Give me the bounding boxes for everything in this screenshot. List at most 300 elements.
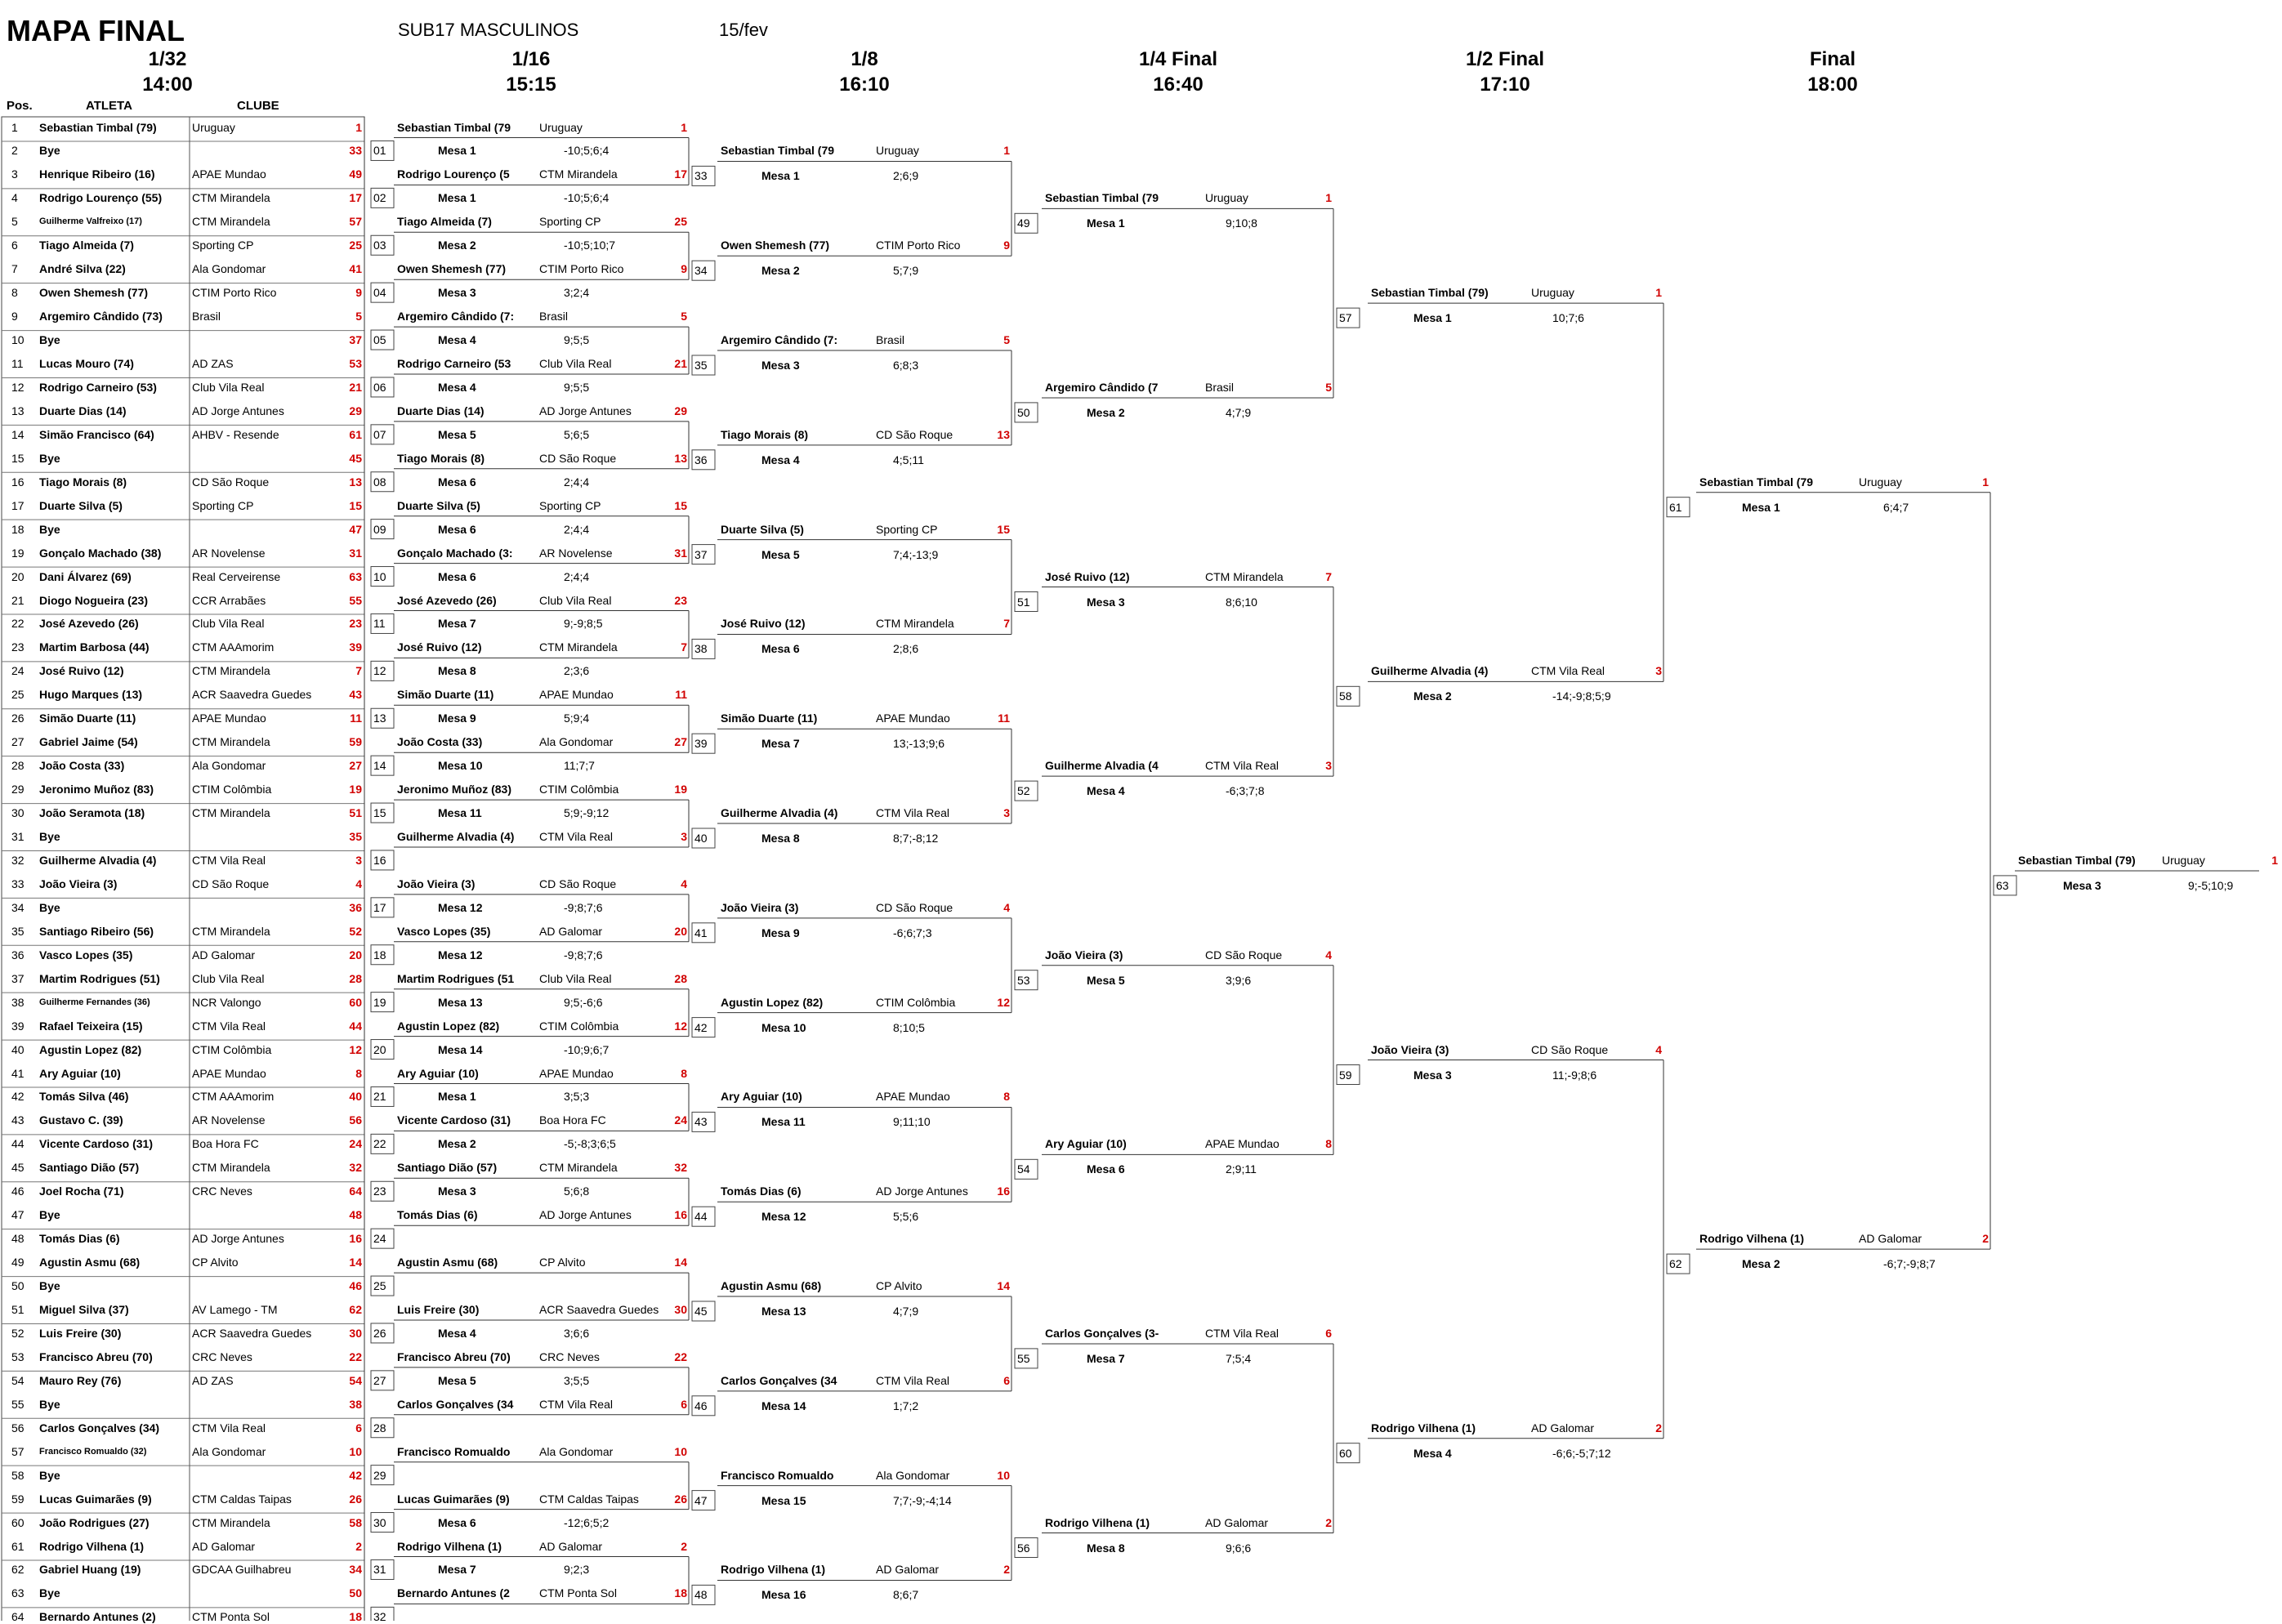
- match-winner-club: AD Jorge Antunes: [539, 1208, 632, 1222]
- match-number: 35: [694, 359, 708, 372]
- match-table: Mesa 6: [761, 642, 800, 656]
- player-name: Gabriel Huang (19): [39, 1563, 141, 1577]
- match-winner-club: Sporting CP: [539, 215, 601, 229]
- match-winner-club: Brasil: [1205, 380, 1235, 394]
- player-club: CTM Mirandela: [192, 664, 270, 678]
- match-winner-club: CTM Mirandela: [539, 1161, 618, 1175]
- match-table: Mesa 4: [1087, 784, 1125, 798]
- match-number: 49: [1017, 216, 1030, 230]
- match-winner-club: CTIM Colômbia: [539, 783, 619, 796]
- match-winner-name: Martim Rodrigues (51: [397, 971, 515, 985]
- player-seed: 29: [349, 404, 362, 417]
- player-pos: 33: [11, 877, 25, 890]
- match-table: Mesa 9: [761, 926, 800, 939]
- player-pos: 51: [11, 1303, 25, 1316]
- match-score: 5;9;-9;12: [564, 806, 610, 820]
- player-club: APAE Mundao: [192, 167, 266, 181]
- match-score: 9;5;-6;6: [564, 995, 603, 1009]
- match-score: 4;7;9: [1226, 405, 1252, 419]
- match-winner-seed: 5: [681, 310, 687, 323]
- match-number: 41: [694, 926, 708, 939]
- match-winner-club: AD Galomar: [1205, 1515, 1269, 1529]
- player-pos: 44: [11, 1137, 25, 1151]
- match-table: Mesa 11: [761, 1115, 806, 1129]
- date-label: 15/fev: [719, 20, 768, 40]
- player-club: CD São Roque: [192, 877, 270, 890]
- player-club: ACR Saavedra Guedes: [192, 1326, 312, 1340]
- match-winner-seed: 4: [1325, 948, 1332, 961]
- player-pos: 9: [11, 310, 18, 323]
- match-winner-seed: 29: [674, 404, 687, 417]
- player-club: APAE Mundao: [192, 1066, 266, 1080]
- player-seed: 22: [349, 1350, 362, 1363]
- match-winner-name: Agustin Lopez (82): [397, 1019, 500, 1033]
- player-pos: 4: [11, 191, 18, 205]
- player-seed: 21: [349, 380, 362, 394]
- player-seed: 15: [349, 498, 362, 512]
- match-winner-club: Club Vila Real: [539, 357, 612, 370]
- match-score: -6;6;7;3: [893, 926, 932, 939]
- match-number: 40: [694, 832, 708, 845]
- match-winner-club: CTM Mirandela: [539, 640, 618, 654]
- player-pos: 42: [11, 1090, 25, 1104]
- match-winner-club: Club Vila Real: [539, 593, 612, 607]
- player-pos: 30: [11, 806, 25, 820]
- player-seed: 64: [349, 1185, 362, 1198]
- match-table: Mesa 2: [1087, 405, 1125, 419]
- player-pos: 56: [11, 1421, 25, 1434]
- player-name: Guilherme Fernandes (36): [39, 997, 150, 1007]
- player-club: CTM AAAmorim: [192, 1090, 275, 1104]
- match-winner-seed: 32: [674, 1161, 687, 1175]
- match-winner-club: Ala Gondomar: [539, 735, 614, 749]
- match-table: Mesa 5: [438, 1373, 476, 1387]
- player-pos: 5: [11, 215, 18, 229]
- round-time: 18:00: [1807, 74, 1858, 96]
- match-table: Mesa 8: [1087, 1541, 1125, 1555]
- player-name: Sebastian Timbal (79): [39, 120, 157, 134]
- match-number: 01: [373, 144, 386, 158]
- player-seed: 60: [349, 995, 362, 1009]
- match-winner-seed: 6: [1003, 1373, 1010, 1387]
- player-name: José Azevedo (26): [39, 617, 139, 631]
- match-number: 19: [373, 995, 386, 1009]
- player-club: Club Vila Real: [192, 380, 265, 394]
- match-score: 9;-5;10;9: [2188, 878, 2234, 892]
- match-winner-club: Sporting CP: [539, 498, 601, 512]
- match-winner-seed: 24: [674, 1113, 687, 1127]
- player-club: Club Vila Real: [192, 617, 265, 631]
- match-number: 04: [373, 286, 386, 300]
- player-seed: 4: [355, 877, 362, 890]
- match-winner-club: Brasil: [539, 310, 569, 323]
- match-winner-seed: 3: [1003, 806, 1010, 820]
- match-score: -10;5;10;7: [564, 239, 616, 252]
- round-name: 1/2 Final: [1465, 48, 1545, 70]
- match-number: 55: [1017, 1351, 1030, 1365]
- match-winner-name: Argemiro Cândido (7: [1045, 380, 1159, 394]
- match-winner-seed: 27: [674, 735, 687, 749]
- player-club: AV Lamego - TM: [192, 1303, 278, 1316]
- player-name: Rafael Teixeira (15): [39, 1019, 143, 1033]
- match-winner-seed: 10: [674, 1444, 687, 1458]
- match-winner-name: João Vieira (3): [397, 877, 476, 890]
- player-name: Rodrigo Carneiro (53): [39, 380, 157, 394]
- match-winner-club: CTM Vila Real: [539, 1397, 613, 1411]
- match-winner-name: Argemiro Cândido (7:: [721, 333, 838, 347]
- match-winner-name: Duarte Silva (5): [397, 498, 480, 512]
- player-name: Simão Duarte (11): [39, 712, 136, 725]
- match-winner-seed: 23: [674, 593, 687, 607]
- player-seed: 42: [349, 1468, 362, 1482]
- match-table: Mesa 2: [1742, 1257, 1780, 1271]
- player-pos: 26: [11, 712, 25, 725]
- match-winner-name: Tomás Dias (6): [721, 1185, 802, 1198]
- match-number: 08: [373, 475, 386, 489]
- player-club: AD ZAS: [192, 1373, 234, 1387]
- player-name: Francisco Abreu (70): [39, 1350, 153, 1363]
- player-name: Bye: [39, 451, 60, 465]
- match-winner-name: Santiago Dião (57): [397, 1161, 498, 1175]
- match-winner-club: APAE Mundao: [876, 1090, 950, 1104]
- player-pos: 29: [11, 783, 25, 796]
- match-winner-club: CD São Roque: [1205, 948, 1283, 961]
- match-winner-club: Ala Gondomar: [876, 1468, 950, 1482]
- match-winner-name: Gonçalo Machado (3:: [397, 546, 513, 560]
- match-table: Mesa 1: [438, 1090, 476, 1104]
- player-name: Rodrigo Vilhena (1): [39, 1539, 145, 1553]
- player-name: Bye: [39, 1397, 60, 1411]
- col-club-header: CLUBE: [237, 99, 279, 113]
- player-seed: 24: [349, 1137, 362, 1151]
- match-winner-seed: 28: [674, 971, 687, 985]
- match-winner-seed: 16: [674, 1208, 687, 1222]
- match-number: 37: [694, 547, 708, 561]
- round-name: 1/8: [851, 48, 878, 70]
- match-winner-name: Francisco Romualdo: [397, 1444, 511, 1458]
- match-winner-name: João Vieira (3): [721, 900, 799, 914]
- player-club: CTM Vila Real: [192, 853, 266, 867]
- player-club: AR Novelense: [192, 546, 266, 560]
- player-club: CTM Mirandela: [192, 215, 270, 229]
- match-number: 14: [373, 759, 386, 773]
- player-seed: 62: [349, 1303, 362, 1316]
- player-club: CCR Arrabães: [192, 593, 266, 607]
- match-table: Mesa 3: [438, 1185, 476, 1198]
- match-number: 32: [373, 1610, 386, 1624]
- match-table: Mesa 1: [1413, 311, 1452, 325]
- match-score: -6;3;7;8: [1226, 784, 1265, 798]
- match-score: 5;7;9: [893, 264, 919, 278]
- match-number: 03: [373, 239, 386, 252]
- match-number: 48: [694, 1588, 708, 1602]
- match-table: Mesa 13: [761, 1305, 806, 1318]
- match-number: 22: [373, 1137, 386, 1151]
- match-number: 54: [1017, 1162, 1030, 1176]
- match-winner-club: Uruguay: [1205, 191, 1248, 205]
- match-number: 11: [373, 617, 386, 631]
- player-seed: 37: [349, 333, 362, 347]
- match-winner-seed: 6: [1325, 1326, 1332, 1340]
- match-winner-club: AD Galomar: [539, 1539, 603, 1553]
- match-winner-club: Uruguay: [1859, 475, 1902, 489]
- match-winner-name: José Ruivo (12): [721, 617, 806, 631]
- player-name: Vasco Lopes (35): [39, 948, 133, 961]
- player-pos: 25: [11, 688, 25, 702]
- match-table: Mesa 9: [438, 712, 476, 725]
- match-winner-name: Sebastian Timbal (79: [1045, 191, 1159, 205]
- match-table: Mesa 6: [438, 522, 476, 536]
- match-score: 2;8;6: [893, 642, 919, 656]
- player-club: Uruguay: [192, 120, 235, 134]
- player-seed: 34: [349, 1563, 362, 1577]
- player-pos: 55: [11, 1397, 25, 1411]
- match-winner-name: Rodrigo Vilhena (1): [721, 1563, 826, 1577]
- match-number: 63: [1996, 878, 2009, 892]
- player-pos: 47: [11, 1208, 25, 1222]
- match-number: 06: [373, 380, 386, 394]
- match-score: -12;6;5;2: [564, 1515, 610, 1529]
- match-winner-seed: 2: [1655, 1421, 1662, 1434]
- match-winner-name: Argemiro Cândido (7:: [397, 310, 515, 323]
- match-winner-seed: 5: [1325, 380, 1332, 394]
- player-name: Tomás Dias (6): [39, 1232, 120, 1246]
- player-pos: 22: [11, 617, 25, 631]
- match-score: 8;10;5: [893, 1020, 925, 1034]
- match-score: 5;6;5: [564, 427, 590, 441]
- match-winner-club: CTM Caldas Taipas: [539, 1492, 639, 1506]
- match-winner-name: Rodrigo Vilhena (1): [1699, 1232, 1805, 1246]
- player-club: Brasil: [192, 310, 221, 323]
- match-winner-name: Carlos Gonçalves (3-: [1045, 1326, 1159, 1340]
- match-winner-seed: 12: [997, 995, 1010, 1009]
- player-name: Martim Rodrigues (51): [39, 971, 160, 985]
- player-club: AHBV - Resende: [192, 427, 279, 441]
- match-winner-name: João Vieira (3): [1045, 948, 1123, 961]
- player-seed: 35: [349, 830, 362, 843]
- match-winner-name: Simão Duarte (11): [397, 688, 494, 702]
- match-winner-seed: 7: [681, 640, 687, 654]
- player-pos: 49: [11, 1256, 25, 1269]
- player-club: Ala Gondomar: [192, 759, 266, 773]
- match-winner-club: CD São Roque: [1531, 1042, 1609, 1056]
- player-pos: 17: [11, 498, 25, 512]
- round-name: 1/16: [511, 48, 551, 70]
- player-pos: 28: [11, 759, 25, 773]
- match-winner-club: CRC Neves: [539, 1350, 600, 1363]
- match-winner-seed: 22: [674, 1350, 687, 1363]
- player-name: Dani Álvarez (69): [39, 569, 132, 583]
- match-number: 34: [694, 264, 708, 278]
- player-pos: 40: [11, 1042, 25, 1056]
- match-table: Mesa 6: [438, 1515, 476, 1529]
- player-name: Argemiro Cândido (73): [39, 310, 163, 323]
- match-number: 30: [373, 1515, 386, 1529]
- player-name: João Vieira (3): [39, 877, 118, 890]
- match-winner-seed: 1: [681, 120, 687, 134]
- match-score: 9;11;10: [893, 1115, 931, 1129]
- match-winner-name: Ary Aguiar (10): [721, 1090, 802, 1104]
- match-number: 13: [373, 712, 386, 725]
- player-pos: 1: [11, 120, 18, 134]
- match-table: Mesa 7: [438, 1563, 476, 1577]
- match-table: Mesa 5: [761, 547, 800, 561]
- match-score: 11;-9;8;6: [1552, 1068, 1597, 1082]
- match-winner-name: Rodrigo Vilhena (1): [1045, 1515, 1150, 1529]
- match-score: 3;5;3: [564, 1090, 590, 1104]
- match-winner-seed: 1: [1325, 191, 1332, 205]
- player-seed: 18: [349, 1610, 362, 1624]
- player-pos: 20: [11, 569, 25, 583]
- match-winner-club: CD São Roque: [539, 451, 617, 465]
- match-number: 61: [1669, 500, 1682, 514]
- match-number: 51: [1017, 595, 1030, 609]
- player-pos: 8: [11, 286, 18, 300]
- match-score: 5;6;8: [564, 1185, 590, 1198]
- player-name: Bye: [39, 900, 60, 914]
- match-winner-name: Owen Shemesh (77): [397, 262, 507, 276]
- player-seed: 25: [349, 239, 362, 252]
- player-pos: 23: [11, 640, 25, 654]
- match-winner-seed: 8: [1325, 1137, 1332, 1151]
- player-seed: 8: [355, 1066, 362, 1080]
- player-seed: 39: [349, 640, 362, 654]
- match-number: 36: [694, 453, 708, 466]
- player-pos: 14: [11, 427, 25, 441]
- player-club: AR Novelense: [192, 1113, 266, 1127]
- player-name: Diogo Nogueira (23): [39, 593, 149, 607]
- match-score: -10;9;6;7: [564, 1042, 610, 1056]
- match-table: Mesa 5: [1087, 973, 1125, 987]
- match-score: 4;5;11: [893, 453, 924, 466]
- match-table: Mesa 3: [761, 359, 800, 372]
- match-winner-club: CTIM Porto Rico: [539, 262, 624, 276]
- round-time: 14:00: [142, 74, 193, 96]
- match-winner-seed: 1: [1982, 475, 1989, 489]
- player-seed: 12: [349, 1042, 362, 1056]
- match-winner-seed: 2: [1982, 1232, 1989, 1246]
- round-time: 16:10: [839, 74, 890, 96]
- match-winner-seed: 12: [674, 1019, 687, 1033]
- match-score: 7;4;-13;9: [893, 547, 939, 561]
- player-name: Gonçalo Machado (38): [39, 546, 162, 560]
- match-number: 57: [1339, 311, 1352, 325]
- match-score: 9;-9;8;5: [564, 617, 603, 631]
- match-table: Mesa 10: [438, 759, 483, 773]
- match-winner-name: Francisco Romualdo: [721, 1468, 834, 1482]
- match-winner-club: AD Galomar: [539, 924, 603, 938]
- player-club: GDCAA Guilhabreu: [192, 1563, 292, 1577]
- player-pos: 11: [11, 357, 24, 370]
- player-name: Tomás Silva (46): [39, 1090, 129, 1104]
- match-winner-seed: 9: [1003, 239, 1010, 252]
- match-winner-seed: 30: [674, 1303, 687, 1316]
- player-club: APAE Mundao: [192, 712, 266, 725]
- match-score: 3;5;5: [564, 1373, 590, 1387]
- match-score: 9;10;8: [1226, 216, 1257, 230]
- match-score: -6;7;-9;8;7: [1883, 1257, 1936, 1271]
- player-pos: 46: [11, 1185, 25, 1198]
- player-seed: 33: [349, 144, 362, 158]
- match-winner-name: Jeronimo Muñoz (83): [397, 783, 512, 796]
- player-pos: 39: [11, 1019, 25, 1033]
- match-winner-club: Sporting CP: [876, 522, 938, 536]
- player-seed: 32: [349, 1161, 362, 1175]
- player-name: Bye: [39, 1279, 60, 1293]
- match-table: Mesa 1: [1087, 216, 1125, 230]
- player-name: Francisco Romualdo (32): [39, 1446, 147, 1457]
- match-winner-club: CTM Vila Real: [876, 1373, 949, 1387]
- player-club: ACR Saavedra Guedes: [192, 688, 312, 702]
- player-club: Boa Hora FC: [192, 1137, 259, 1151]
- match-winner-club: CTIM Colômbia: [876, 995, 956, 1009]
- player-name: Jeronimo Muñoz (83): [39, 783, 154, 796]
- match-number: 18: [373, 948, 386, 961]
- player-club: AD ZAS: [192, 357, 234, 370]
- match-number: 31: [373, 1563, 386, 1577]
- player-name: Ary Aguiar (10): [39, 1066, 121, 1080]
- match-score: 8;6;10: [1226, 595, 1257, 609]
- match-winner-seed: 2: [681, 1539, 687, 1553]
- match-table: Mesa 3: [2063, 878, 2101, 892]
- player-seed: 20: [349, 948, 362, 961]
- match-number: 02: [373, 191, 386, 205]
- match-winner-club: CP Alvito: [539, 1256, 586, 1269]
- match-winner-name: Tiago Almeida (7): [397, 215, 492, 229]
- match-table: Mesa 4: [1413, 1446, 1452, 1460]
- match-winner-club: CTM Vila Real: [1531, 664, 1605, 678]
- player-pos: 32: [11, 853, 25, 867]
- player-pos: 59: [11, 1492, 25, 1506]
- match-number: 38: [694, 642, 708, 656]
- match-score: 6;4;7: [1883, 500, 1909, 514]
- match-table: Mesa 4: [438, 1326, 476, 1340]
- player-pos: 38: [11, 995, 25, 1009]
- match-winner-club: CD São Roque: [876, 900, 953, 914]
- match-number: 23: [373, 1185, 386, 1198]
- match-winner-seed: 2: [1003, 1563, 1010, 1577]
- player-club: Sporting CP: [192, 239, 254, 252]
- player-club: CP Alvito: [192, 1256, 239, 1269]
- player-name: Martim Barbosa (44): [39, 640, 150, 654]
- col-pos-header: Pos.: [7, 99, 33, 113]
- match-score: 13;-13;9;6: [893, 737, 945, 751]
- match-winner-name: José Ruivo (12): [397, 640, 482, 654]
- player-pos: 41: [11, 1066, 25, 1080]
- player-name: Tiago Morais (8): [39, 475, 127, 489]
- player-pos: 43: [11, 1113, 25, 1127]
- match-score: 9;6;6: [1226, 1541, 1252, 1555]
- match-score: 2;6;9: [893, 169, 919, 183]
- player-pos: 36: [11, 948, 25, 961]
- match-score: 9;2;3: [564, 1563, 590, 1577]
- player-name: Bye: [39, 144, 60, 158]
- match-table: Mesa 2: [438, 1137, 476, 1151]
- col-athlete-header: ATLETA: [86, 99, 132, 113]
- player-name: Rodrigo Lourenço (55): [39, 191, 163, 205]
- match-winner-club: AD Galomar: [876, 1563, 940, 1577]
- player-seed: 54: [349, 1373, 362, 1387]
- match-winner-name: Sebastian Timbal (79): [2018, 853, 2136, 867]
- match-number: 46: [694, 1399, 708, 1412]
- match-number: 47: [694, 1493, 708, 1507]
- player-pos: 63: [11, 1586, 25, 1600]
- match-winner-club: Boa Hora FC: [539, 1113, 606, 1127]
- match-table: Mesa 2: [1413, 689, 1452, 703]
- player-pos: 6: [11, 239, 18, 252]
- match-winner-seed: 19: [674, 783, 687, 796]
- player-seed: 19: [349, 783, 362, 796]
